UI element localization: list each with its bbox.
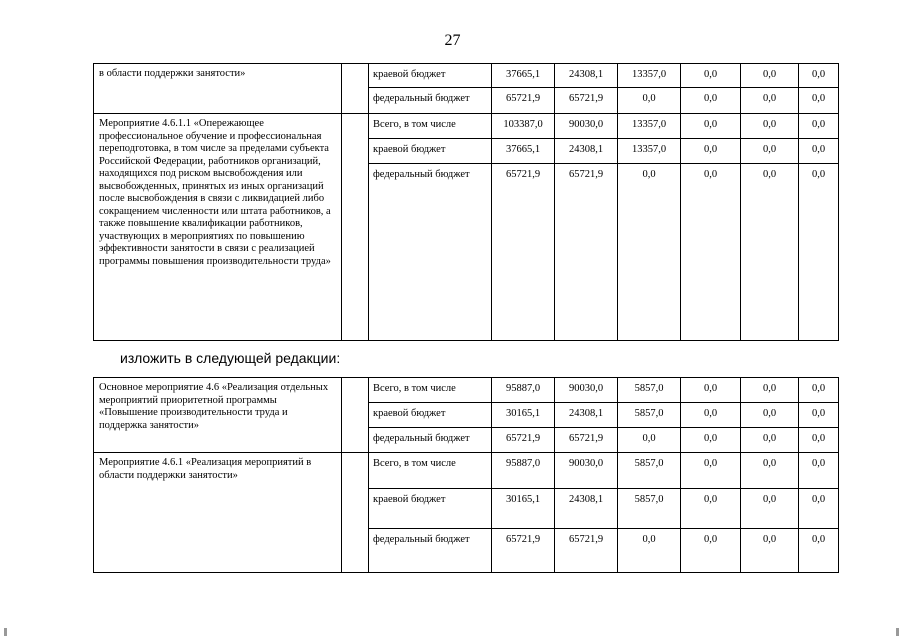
- amount-cell: 65721,9: [555, 428, 618, 453]
- amount-cell: 24308,1: [555, 489, 618, 529]
- activity-label: Основное мероприятие 4.6 «Реализация отдельных мероприятий приоритетной программы «Повышение производительности труда и поддержка занятости»: [94, 378, 342, 453]
- amount-cell: 65721,9: [492, 164, 555, 341]
- amount-cell: 0,0: [741, 529, 799, 573]
- scan-mark: [896, 628, 899, 636]
- amount-cell: 0,0: [681, 529, 741, 573]
- funding-source: федеральный бюджет: [369, 88, 492, 114]
- funding-source: краевой бюджет: [369, 403, 492, 428]
- amount-cell: 0,0: [681, 378, 741, 403]
- amount-cell: 24308,1: [555, 403, 618, 428]
- funding-source: краевой бюджет: [369, 64, 492, 88]
- amount-cell: 37665,1: [492, 64, 555, 88]
- amount-cell: 65721,9: [492, 529, 555, 573]
- empty-cell: [342, 64, 369, 114]
- table-row: [94, 64, 839, 88]
- amount-cell: 0,0: [799, 378, 839, 403]
- amount-cell: 5857,0: [618, 378, 681, 403]
- amount-cell: 0,0: [681, 164, 741, 341]
- amount-cell: 0,0: [681, 453, 741, 489]
- amount-cell: 5857,0: [618, 453, 681, 489]
- amount-cell: 0,0: [741, 489, 799, 529]
- amount-cell: 0,0: [681, 114, 741, 139]
- amount-cell: 13357,0: [618, 139, 681, 164]
- funding-source: федеральный бюджет: [369, 529, 492, 573]
- amount-cell: 0,0: [681, 64, 741, 88]
- amount-cell: 13357,0: [618, 114, 681, 139]
- amount-cell: 0,0: [681, 489, 741, 529]
- amount-cell: 0,0: [681, 88, 741, 114]
- amount-cell: 0,0: [799, 114, 839, 139]
- amount-cell: 0,0: [741, 88, 799, 114]
- amount-cell: 30165,1: [492, 403, 555, 428]
- amount-cell: 0,0: [741, 139, 799, 164]
- table-row: [94, 453, 839, 489]
- budget-table-previous: [93, 63, 839, 341]
- amount-cell: 0,0: [618, 88, 681, 114]
- amount-cell: 0,0: [741, 114, 799, 139]
- amount-cell: 5857,0: [618, 489, 681, 529]
- activity-label: Мероприятие 4.6.1 «Реализация мероприятий в области поддержки занятости»: [94, 453, 342, 573]
- amount-cell: 5857,0: [618, 403, 681, 428]
- instruction-text: изложить в следующей редакции:: [120, 350, 341, 366]
- amount-cell: 0,0: [799, 64, 839, 88]
- empty-cell: [342, 378, 369, 453]
- amount-cell: 90030,0: [555, 114, 618, 139]
- amount-cell: 0,0: [741, 378, 799, 403]
- amount-cell: 0,0: [799, 164, 839, 341]
- table-row: [94, 378, 839, 403]
- amount-cell: 37665,1: [492, 139, 555, 164]
- amount-cell: 90030,0: [555, 453, 618, 489]
- amount-cell: 65721,9: [555, 88, 618, 114]
- amount-cell: 0,0: [799, 403, 839, 428]
- amount-cell: 24308,1: [555, 139, 618, 164]
- amount-cell: 90030,0: [555, 378, 618, 403]
- funding-source: Всего, в том числе: [369, 378, 492, 403]
- amount-cell: 0,0: [799, 529, 839, 573]
- amount-cell: 0,0: [681, 139, 741, 164]
- amount-cell: 13357,0: [618, 64, 681, 88]
- amount-cell: 0,0: [741, 403, 799, 428]
- activity-label: в области поддержки занятости»: [94, 64, 342, 114]
- amount-cell: 65721,9: [555, 529, 618, 573]
- funding-source: краевой бюджет: [369, 139, 492, 164]
- amount-cell: 0,0: [799, 453, 839, 489]
- empty-cell: [342, 453, 369, 573]
- amount-cell: 103387,0: [492, 114, 555, 139]
- page-number: 27: [444, 32, 461, 49]
- amount-cell: 95887,0: [492, 453, 555, 489]
- amount-cell: 24308,1: [555, 64, 618, 88]
- budget-table-revised: [93, 377, 839, 573]
- funding-source: федеральный бюджет: [369, 428, 492, 453]
- amount-cell: 65721,9: [555, 164, 618, 341]
- amount-cell: 95887,0: [492, 378, 555, 403]
- amount-cell: 0,0: [618, 164, 681, 341]
- amount-cell: 0,0: [741, 64, 799, 88]
- amount-cell: 0,0: [799, 88, 839, 114]
- amount-cell: 0,0: [618, 428, 681, 453]
- funding-source: краевой бюджет: [369, 489, 492, 529]
- table-row: [94, 114, 839, 139]
- amount-cell: 0,0: [799, 428, 839, 453]
- funding-source: Всего, в том числе: [369, 114, 492, 139]
- amount-cell: 0,0: [741, 164, 799, 341]
- amount-cell: 0,0: [741, 453, 799, 489]
- empty-cell: [342, 114, 369, 341]
- amount-cell: 65721,9: [492, 88, 555, 114]
- funding-source: федеральный бюджет: [369, 164, 492, 341]
- scan-mark: [4, 628, 7, 636]
- amount-cell: 0,0: [799, 139, 839, 164]
- activity-label: Мероприятие 4.6.1.1 «Опережающее профессиональное обучение и профессиональная переподготовка, в том числе за пределами субъекта Российской Федерации, работников организаций, находящихся под риском высвобождения или высвобожденных, принятых из иных организаций после высвобождения в связи с ликвидацией либо сокращением численности или штата работников, а также повышение квалификации работников, участвующих в мероприятиях по повышению эффективности занятости в связи с реализацией программы повышения производительности труда»: [94, 114, 342, 341]
- amount-cell: 30165,1: [492, 489, 555, 529]
- amount-cell: 0,0: [681, 428, 741, 453]
- amount-cell: 65721,9: [492, 428, 555, 453]
- amount-cell: 0,0: [799, 489, 839, 529]
- funding-source: Всего, в том числе: [369, 453, 492, 489]
- amount-cell: 0,0: [681, 403, 741, 428]
- amount-cell: 0,0: [741, 428, 799, 453]
- amount-cell: 0,0: [618, 529, 681, 573]
